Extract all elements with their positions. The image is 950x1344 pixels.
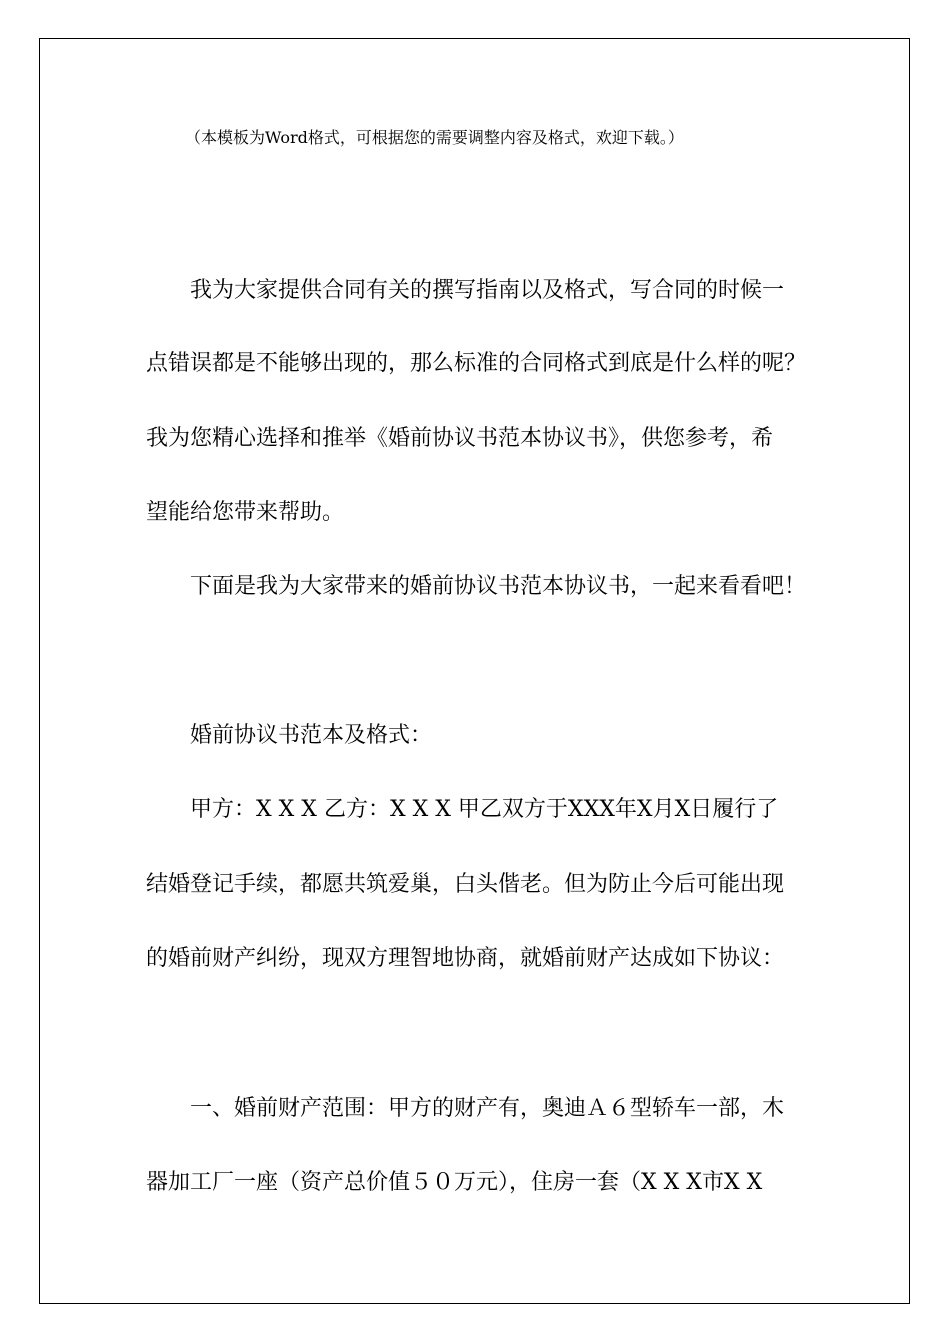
section-heading: 婚前协议书范本及格式： xyxy=(190,723,433,748)
paragraph-line-4: 望能给您带来帮助。 xyxy=(146,500,345,525)
paragraph-line-1: 我为大家提供合同有关的撰写指南以及格式，写合同的时候一 xyxy=(190,278,785,303)
paragraph-line-7: 甲方：X X X 乙方：X X X 甲乙双方于XXX年X月X日履行了 xyxy=(190,797,779,822)
paragraph-line-2: 点错误都是不能够出现的，那么标准的合同格式到底是什么样的呢？ xyxy=(146,351,807,376)
template-note: （本模板为Word格式，可根据您的需要调整内容及格式，欢迎下载。） xyxy=(185,128,684,147)
paragraph-line-8: 结婚登记手续，都愿共筑爱巢，白头偕老。但为防止今后可能出现 xyxy=(146,872,785,897)
paragraph-line-3: 我为您精心选择和推举《婚前协议书范本协议书》，供您参考，希 xyxy=(146,426,774,451)
paragraph-line-10: 一、婚前财产范围：甲方的财产有，奥迪Ａ６型轿车一部，木 xyxy=(190,1096,785,1121)
paragraph-line-11: 器加工厂一座（资产总价值５０万元），住房一套（X X X市X X xyxy=(146,1170,763,1195)
paragraph-line-9: 的婚前财产纠纷，现双方理智地协商，就婚前财产达成如下协议： xyxy=(146,946,785,971)
paragraph-line-5: 下面是我为大家带来的婚前协议书范本协议书，一起来看看吧！ xyxy=(190,574,807,599)
